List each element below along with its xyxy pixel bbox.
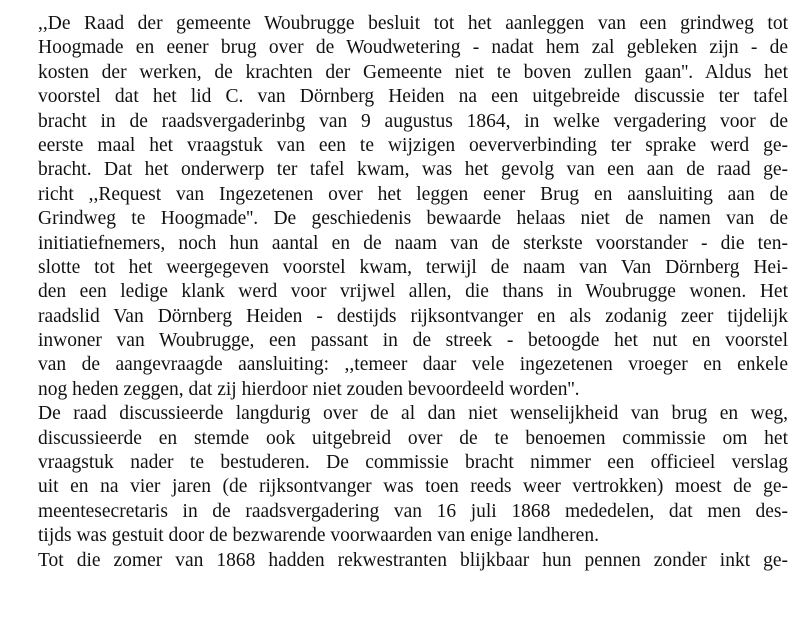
paragraph-3 <box>38 549 788 573</box>
text-line: tijds was gestuit door de bezwarende voorwaarden van enige landheren. <box>38 525 599 547</box>
text-line: slotte tot het weergegeven voorstel kwam, terwijl de naam van Van Dörnberg Hei- <box>38 256 788 278</box>
text-line: kosten der werken, de krachten der Gemeente niet te boven zullen gaan''. Aldus het <box>38 61 788 83</box>
text-line: inwoner van Woubrugge, een passant in de streek - betoogde het nut en voorstel <box>38 330 788 352</box>
body-text <box>38 12 788 573</box>
text-line: bracht in de raadsvergaderinbg van 9 augustus 1864, in welke vergadering voor de <box>38 110 788 132</box>
text-line: van de aangevraagde aansluiting: ,,temeer daar vele ingezetenen vroeger en enkele <box>38 354 788 376</box>
text-line: vraagstuk nader te bestuderen. De commissie bracht nimmer een officieel verslag <box>38 452 788 474</box>
text-line: meentesecretaris in de raadsvergadering van 16 juli 1868 mededelen, dat men des- <box>38 500 788 522</box>
text-line: den een ledige klank werd voor vrijwel allen, die thans in Woubrugge wonen. Het <box>38 281 788 303</box>
text-line: uit en na vier jaren (de rijksontvanger was toen reeds weer vertrokken) moest de ge- <box>38 476 788 498</box>
text-line: De raad discussieerde langdurig over de al dan niet wenselijkheid van brug en weg, <box>38 403 788 425</box>
text-line: voorstel dat het lid C. van Dörnberg Heiden na een uitgebreide discussie ter tafel <box>38 86 788 108</box>
text-line: Hoogmade en eener brug over de Woudwetering - nadat hem zal gebleken zijn - de <box>38 37 788 59</box>
text-line: nog heden zeggen, dat zij hierdoor niet zouden bevoordeeld worden''. <box>38 378 580 400</box>
text-line: initiatiefnemers, noch hun aantal en de naam van de sterkste voorstander - die ten- <box>38 232 788 254</box>
paragraph-2 <box>38 402 788 548</box>
text-line: raadslid Van Dörnberg Heiden - destijds rijksontvanger en als zodanig zeer tijdelijk <box>38 305 788 327</box>
text-line: richt ,,Request van Ingezetenen over het leggen eener Brug en aansluiting aan de <box>38 183 788 205</box>
text-line: Grindweg te Hoogmade''. De geschiedenis bewaarde helaas niet de namen van de <box>38 208 788 230</box>
text-line: eerste maal het vraagstuk van een te wijzigen oeververbinding ter sprake werd ge- <box>38 134 788 156</box>
text-line: discussieerde en stemde ook uitgebreid over de te benoemen commissie om het <box>38 427 788 449</box>
text-line: ,,De Raad der gemeente Woubrugge besluit tot het aanleggen van een grindweg tot <box>38 13 788 34</box>
paragraph-1 <box>38 12 788 402</box>
text-line: bracht. Dat het onderwerp ter tafel kwam, was het gevolg van een aan de raad ge- <box>38 159 788 181</box>
text-line: Tot die zomer van 1868 hadden rekwestranten blijkbaar hun pennen zonder inkt ge- <box>38 549 788 571</box>
